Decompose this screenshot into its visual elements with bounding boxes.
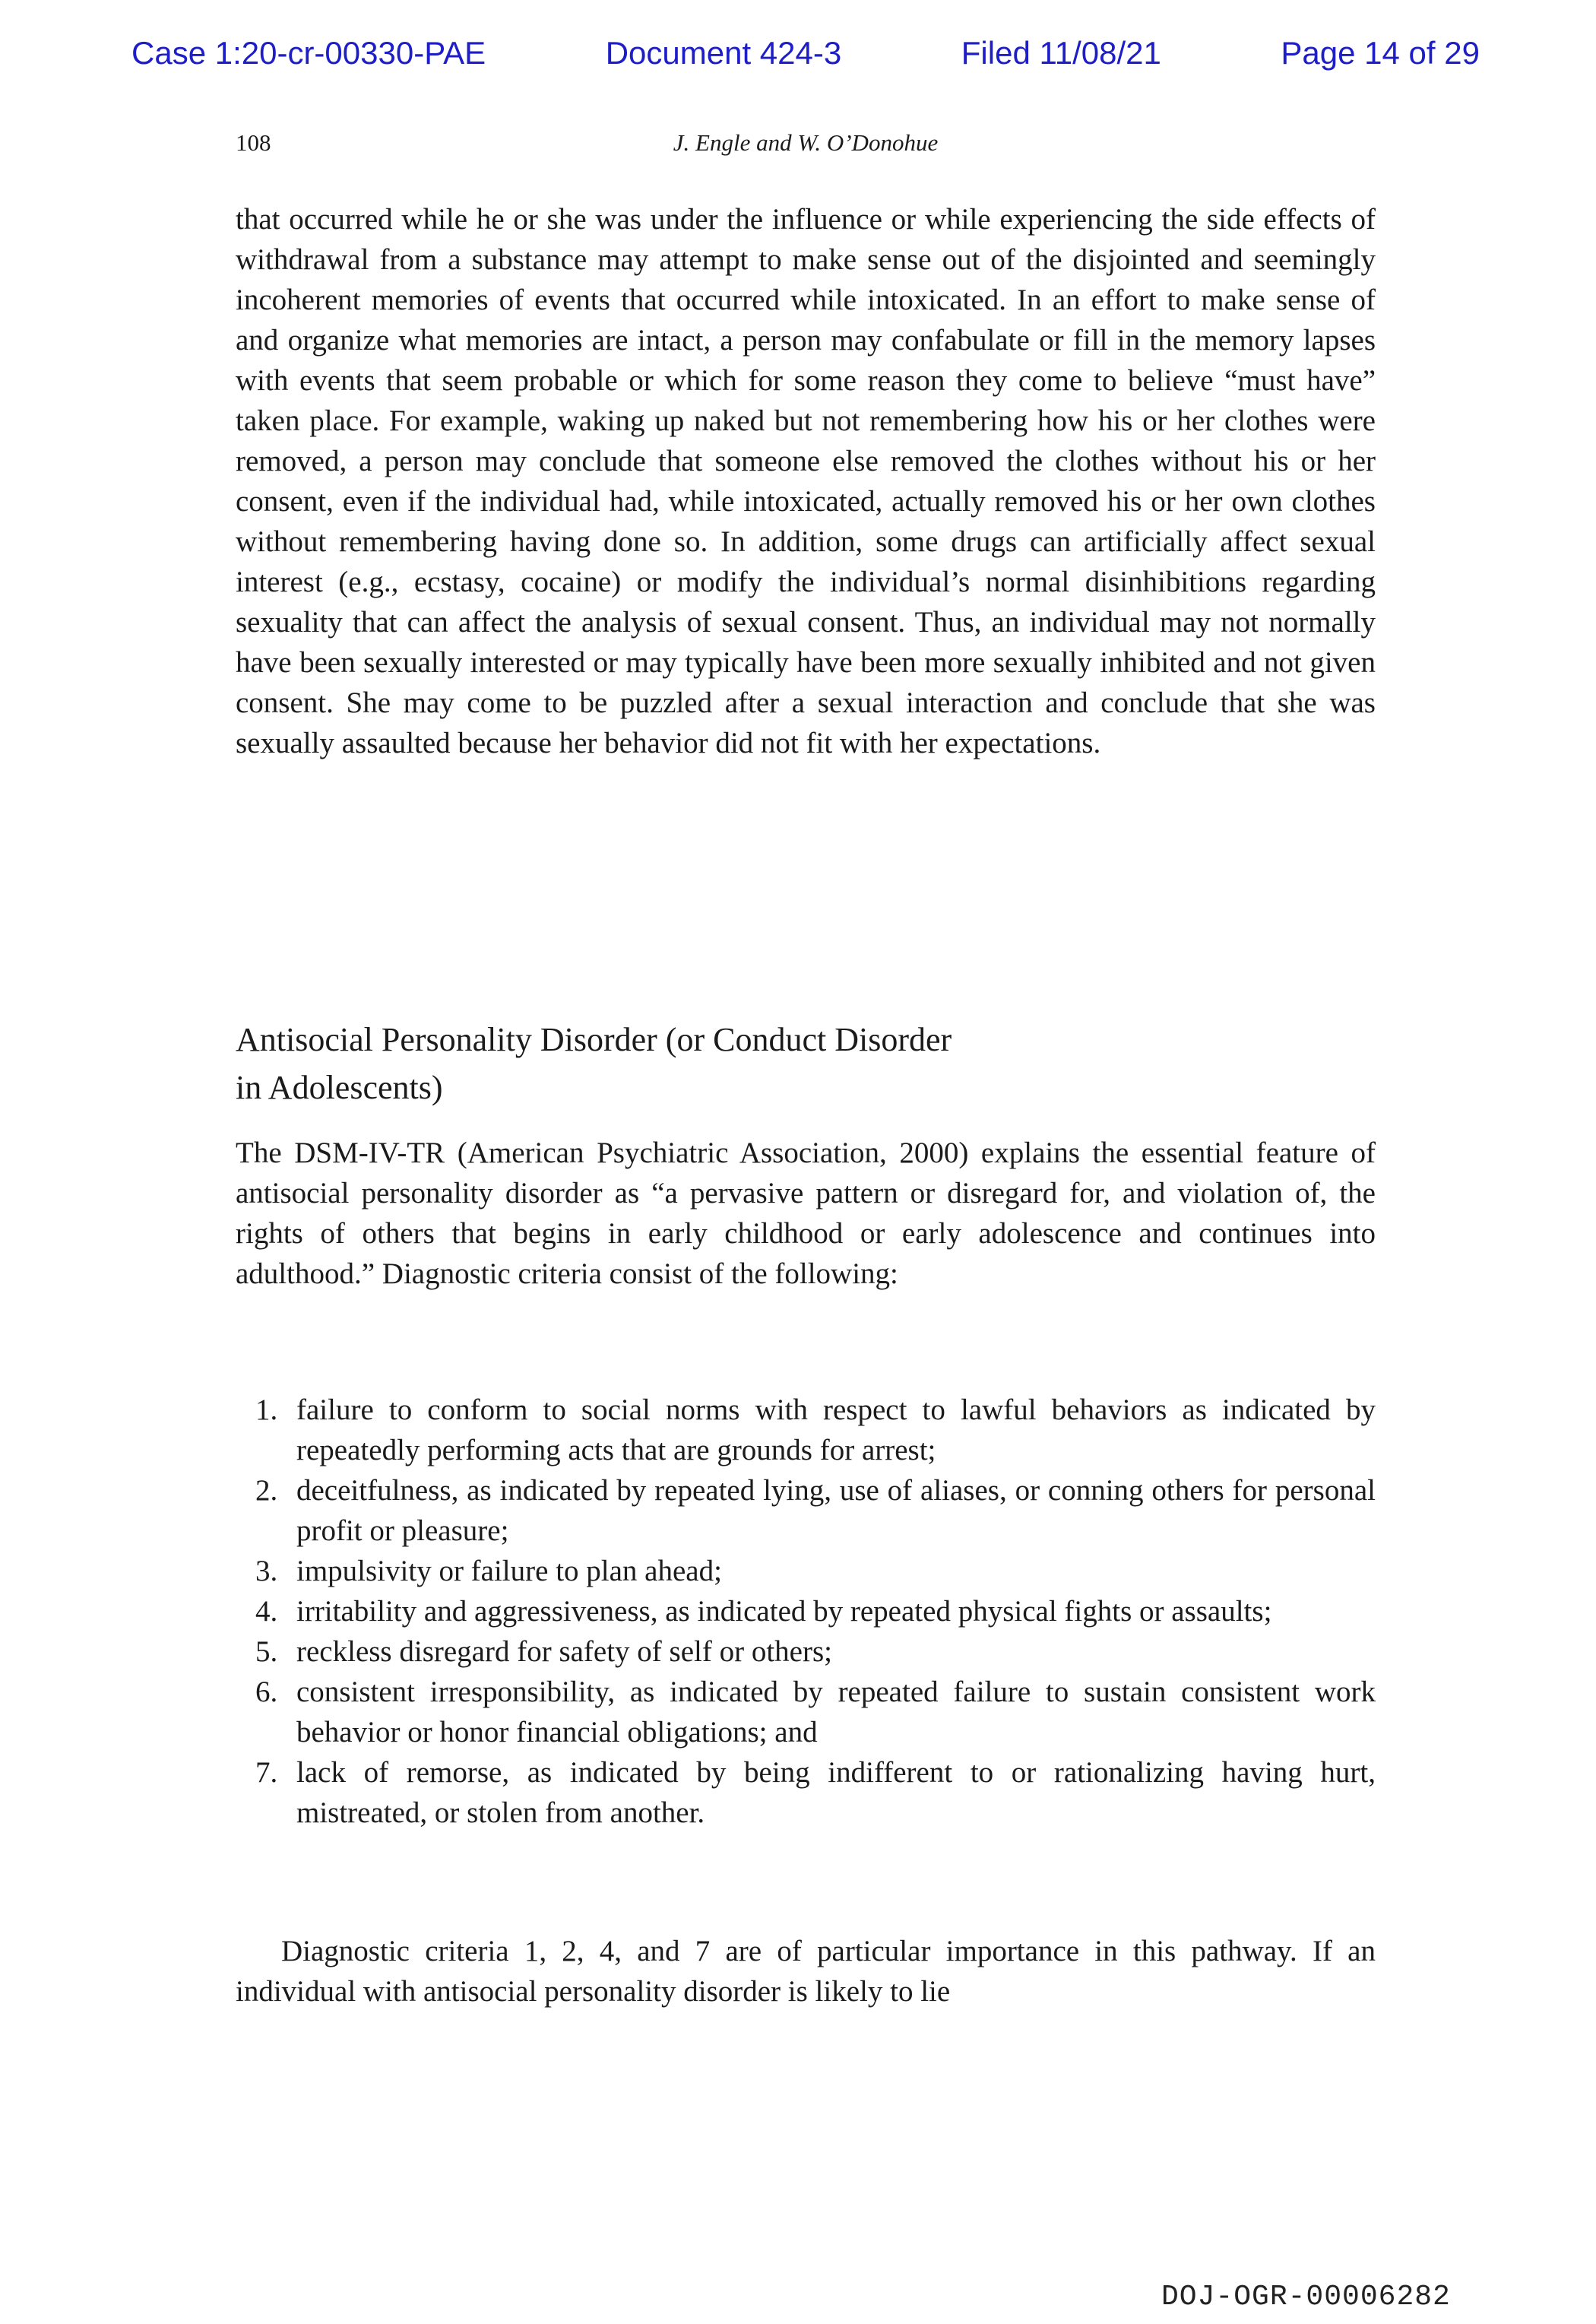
body-paragraph-intoxication-memory: that occurred while he or she was under the influence or while experiencing the side effects of withdrawal from a substance may attempt to make sense out of the disjointed and seemingly incoherent memories of events that occurred while intoxicated. In an effort to make sense of and organize what memories are intact, a person may confabulate or fill in the memory lapses with events that seem probable or which for some reason they come to believe “must have” taken place. For example, waking up naked but not remembering how his or her clothes were removed, a person may conclude that someone else removed the clothes without his or her consent, even if the individual had, while intoxicated, actually removed his or her own clothes without remembering having done so. In addition, some drugs can artificially affect sexual interest (e.g., ecstasy, cocaine) or modify the individual’s normal disinhibitions regarding sexuality that can affect the analysis of sexual consent. Thus, an individual may not normally have been sexually interested or may typically have been more sexually inhibited and not given consent. She may come to be puzzled after a sexual interaction and conclude that she was sexually assaulted because her behavior did not fit with her expectations. — [236, 203, 1376, 759]
criteria-item-2-number: 2. — [255, 1474, 278, 1507]
criteria-item-7-text: lack of remorse, as indicated by being indifferent to or rationalizing having hurt, mistreated, or stolen from another. — [296, 1756, 1376, 1829]
running-head-authors: J. Engle and W. O’Donohue — [673, 129, 939, 156]
criteria-item-1-number: 1. — [255, 1393, 278, 1426]
criteria-item-7 — [236, 1752, 1376, 1833]
stamp-page-number: Page 14 of 29 — [1281, 35, 1480, 71]
criteria-item-3-text: impulsivity or failure to plan ahead; — [296, 1555, 722, 1587]
criteria-item-4 — [236, 1591, 1376, 1631]
criteria-item-5 — [236, 1631, 1376, 1672]
criteria-item-4-number: 4. — [255, 1595, 278, 1628]
body-paragraph-pathway: Diagnostic criteria 1, 2, 4, and 7 are of particular importance in this pathway. If an individual with antisocial personality disorder is likely to lie — [236, 1935, 1376, 2008]
criteria-item-6-number: 6. — [255, 1676, 278, 1708]
stamp-filed-date: Filed 11/08/21 — [961, 35, 1161, 71]
stamp-case-number: Case 1:20-cr-00330-PAE — [131, 35, 486, 71]
running-head — [236, 129, 1376, 163]
criteria-item-5-number: 5. — [255, 1635, 278, 1668]
criteria-item-3 — [236, 1551, 1376, 1591]
criteria-item-4-text: irritability and aggressiveness, as indicated by repeated physical fights or assaults; — [296, 1595, 1272, 1628]
body-paragraph-dsm-definition: The DSM-IV-TR (American Psychiatric Association, 2000) explains the essential feature of antisocial personality disorder as “a pervasive pattern or disregard for, and violation of, the rights of others that begins in early childhood or early adolescence and continues into adulthood.” Diagnostic criteria consist of the following: — [236, 1137, 1376, 1290]
court-filing-stamp — [131, 35, 1480, 71]
criteria-item-2 — [236, 1470, 1376, 1551]
stamp-document-number: Document 424-3 — [605, 35, 842, 71]
bates-stamp: DOJ-OGR-00006282 — [1161, 2281, 1451, 2313]
criteria-item-3-number: 3. — [255, 1555, 278, 1587]
criteria-item-1 — [236, 1390, 1376, 1470]
book-page-number: 108 — [236, 129, 271, 156]
criteria-item-7-number: 7. — [255, 1756, 278, 1789]
criteria-item-6-text: consistent irresponsibility, as indicated by repeated failure to sustain consistent work behavior or honor financial obligations; and — [296, 1676, 1376, 1749]
criteria-item-2-text: deceitfulness, as indicated by repeated lying, use of aliases, or conning others for personal profit or pleasure; — [296, 1474, 1376, 1547]
section-heading-line1: Antisocial Personality Disorder (or Conduct Disorder — [236, 1021, 952, 1058]
section-heading — [236, 1016, 1376, 1111]
section-heading-line2: in Adolescents) — [236, 1069, 443, 1106]
criteria-item-5-text: reckless disregard for safety of self or others; — [296, 1635, 832, 1668]
criteria-item-1-text: failure to conform to social norms with respect to lawful behaviors as indicated by repeatedly performing acts that are grounds for arrest; — [296, 1393, 1376, 1466]
criteria-item-6 — [236, 1672, 1376, 1752]
diagnostic-criteria-list — [236, 1390, 1376, 1833]
